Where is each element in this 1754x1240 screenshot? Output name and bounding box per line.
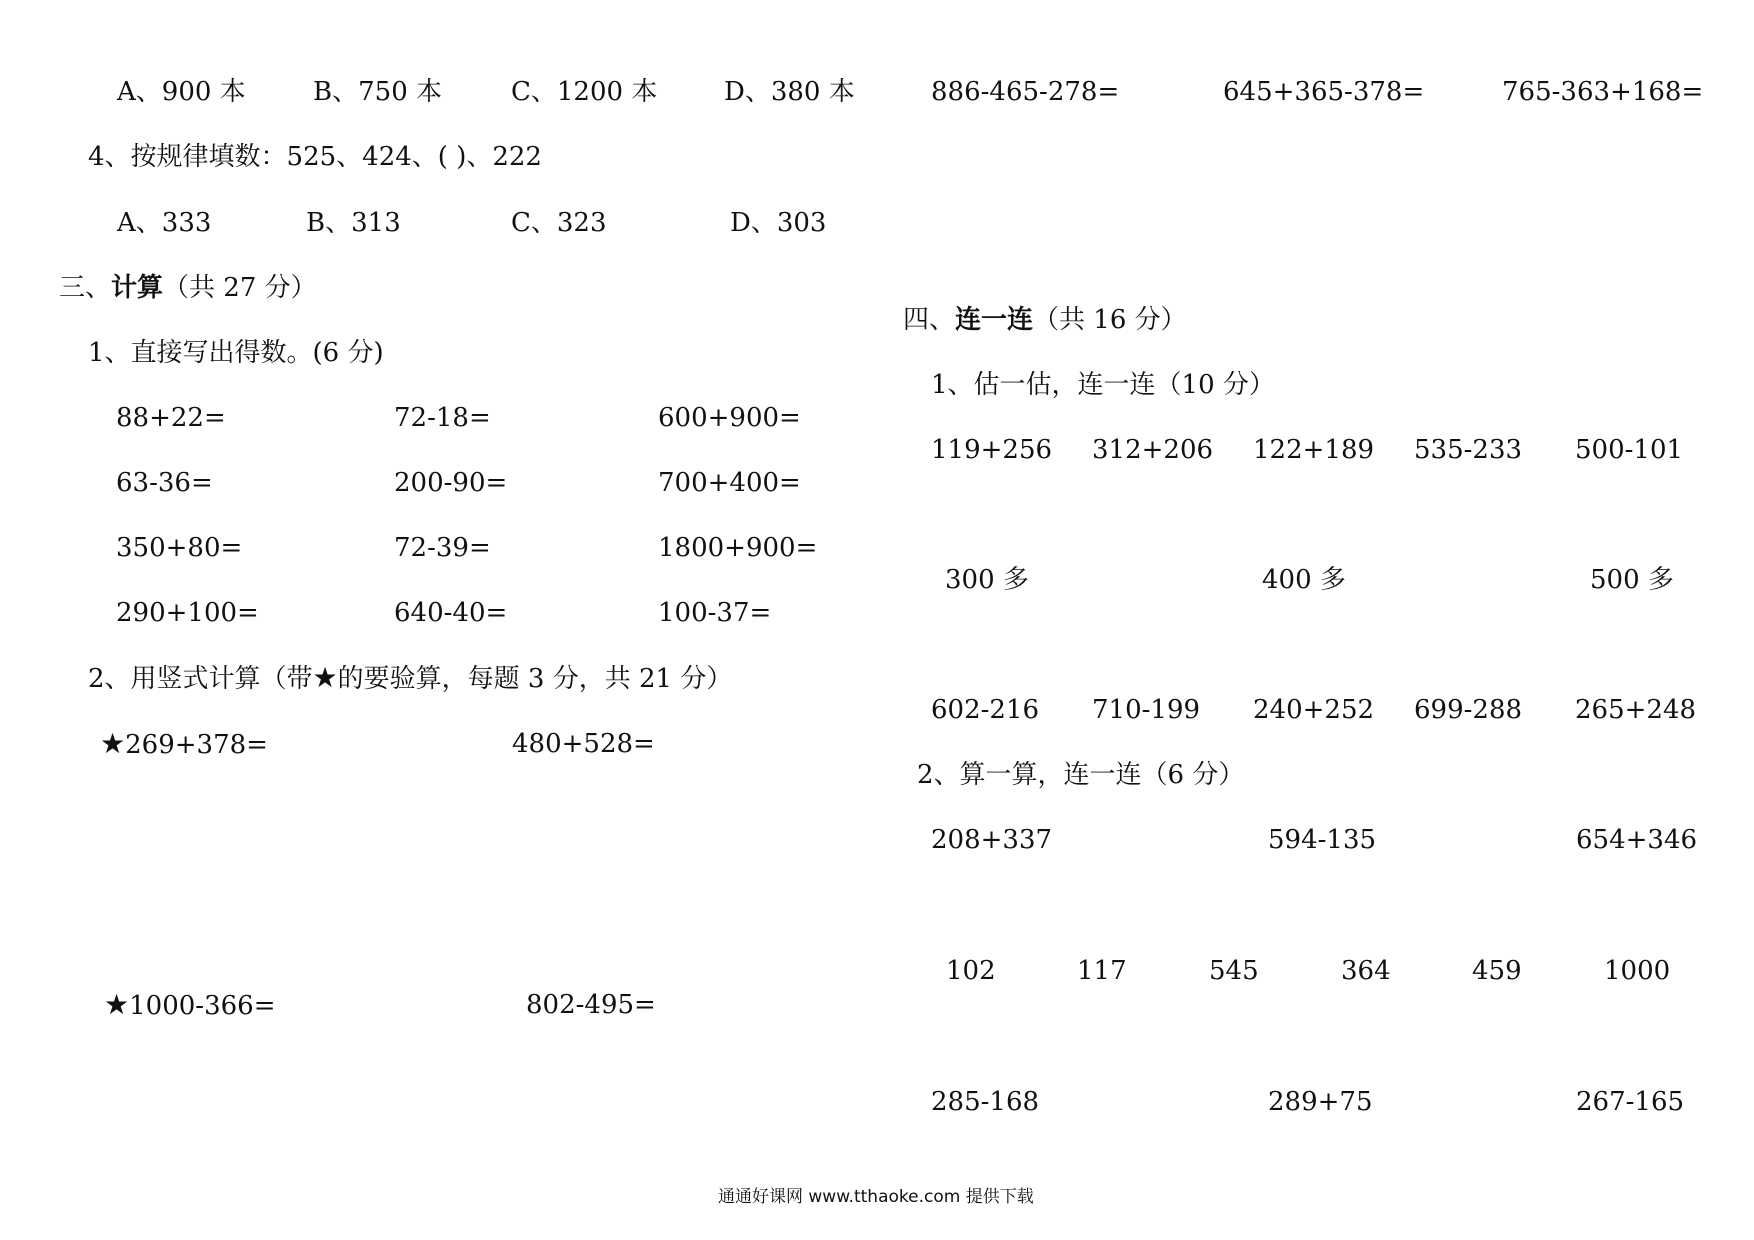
mental-math-item: 350+80= [116, 533, 243, 563]
estimate-expression: 535-233 [1414, 435, 1523, 465]
mental-math-item: 1800+900= [658, 533, 818, 563]
question-4-prompt: 4、按规律填数：525、424、( )、222 [88, 142, 542, 172]
answer-number: 545 [1209, 956, 1259, 986]
section-4-heading [903, 305, 1187, 335]
calc-expression: 594-135 [1268, 825, 1377, 855]
part-2-title-start: 2、用竖式计算（带 [88, 664, 313, 694]
section-3-heading-bold: 计算 [111, 273, 164, 303]
option-b: B、750 本 [313, 77, 442, 107]
estimate-expression: 602-216 [931, 695, 1040, 725]
option-d: D、303 [730, 208, 827, 238]
calc-expression: 267-165 [1576, 1087, 1685, 1117]
section-3-heading [59, 273, 317, 303]
answer-number: 117 [1077, 956, 1127, 986]
top-expression: 765-363+168= [1502, 77, 1704, 107]
mental-math-item: 63-36= [116, 468, 213, 498]
answer-number: 1000 [1604, 956, 1671, 986]
estimate-target: 400 多 [1262, 565, 1346, 595]
mental-math-item: 290+100= [116, 598, 259, 628]
section-3-heading-prefix: 三、 [59, 273, 112, 303]
estimate-expression: 240+252 [1253, 695, 1375, 725]
answer-number: 459 [1472, 956, 1522, 986]
answer-number: 364 [1341, 956, 1391, 986]
section-4-part-2-title: 2、算一算，连一连（6 分） [917, 760, 1245, 790]
mental-math-item: 88+22= [116, 403, 226, 433]
section-3-heading-suffix: （共 27 分） [163, 273, 317, 303]
calc-expression: 654+346 [1576, 825, 1698, 855]
mental-math-item: 200-90= [394, 468, 508, 498]
mental-math-item: 72-39= [394, 533, 491, 563]
estimate-expression: 312+206 [1092, 435, 1214, 465]
estimate-expression: 265+248 [1575, 695, 1697, 725]
mental-math-item: 72-18= [394, 403, 491, 433]
estimate-expression: 122+189 [1253, 435, 1375, 465]
estimate-expression: 710-199 [1092, 695, 1201, 725]
star-icon: ★ [312, 661, 338, 694]
part-1-title: 1、直接写出得数。(6 分) [88, 338, 384, 368]
estimate-expression: 699-288 [1414, 695, 1523, 725]
vertical-calc-problem [100, 729, 268, 760]
vertical-calc-problem [104, 990, 275, 1021]
vertical-calc-problem: 802-495= [526, 990, 656, 1020]
option-c: C、1200 本 [511, 77, 658, 107]
part-2-title-end: 的要验算，每题 3 分，共 21 分） [337, 664, 733, 694]
option-b: B、313 [306, 208, 401, 238]
star-icon: ★ [104, 988, 130, 1021]
mental-math-item: 600+900= [658, 403, 801, 433]
footer-attribution: 通通好课网 www.tthaoke.com 提供下载 [718, 1187, 1034, 1207]
problem-text: 1000-366= [129, 991, 276, 1021]
option-a: A、333 [117, 208, 212, 238]
section-4-heading-prefix: 四、 [903, 305, 956, 335]
problem-text: 269+378= [125, 730, 268, 760]
calc-expression: 208+337 [931, 825, 1053, 855]
top-expression: 645+365-378= [1223, 77, 1425, 107]
estimate-target: 500 多 [1590, 565, 1674, 595]
estimate-target: 300 多 [945, 565, 1029, 595]
star-icon: ★ [100, 727, 126, 760]
option-d: D、380 本 [724, 77, 855, 107]
option-a: A、900 本 [117, 77, 246, 107]
calc-expression: 289+75 [1268, 1087, 1373, 1117]
estimate-expression: 119+256 [931, 435, 1053, 465]
mental-math-item: 700+400= [658, 468, 801, 498]
section-4-heading-bold: 连一连 [955, 305, 1034, 335]
mental-math-item: 100-37= [658, 598, 772, 628]
estimate-expression: 500-101 [1575, 435, 1684, 465]
vertical-calc-problem: 480+528= [512, 729, 655, 759]
answer-number: 102 [946, 956, 996, 986]
section-4-part-1-title: 1、估一估，连一连（10 分） [931, 370, 1275, 400]
section-4-heading-suffix: （共 16 分） [1033, 305, 1187, 335]
top-expression: 886-465-278= [931, 77, 1120, 107]
option-c: C、323 [511, 208, 607, 238]
mental-math-item: 640-40= [394, 598, 508, 628]
part-2-title [88, 663, 732, 694]
calc-expression: 285-168 [931, 1087, 1040, 1117]
